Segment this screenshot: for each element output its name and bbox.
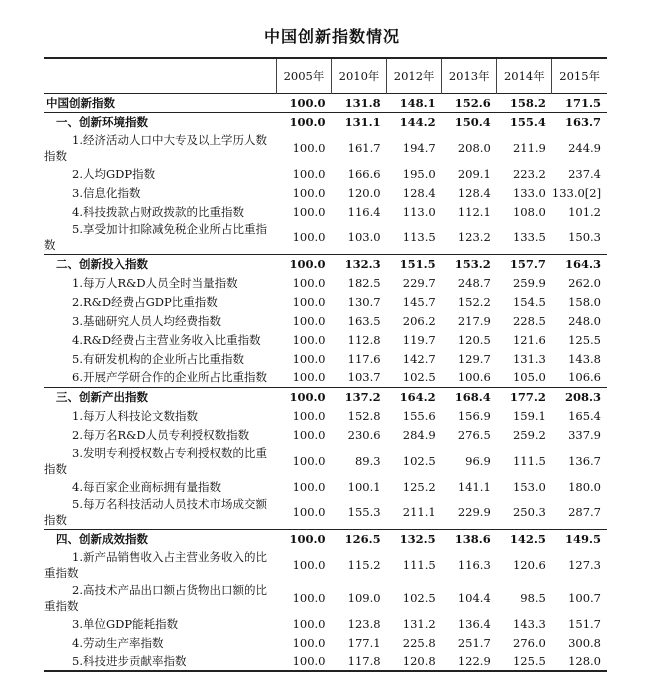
row-label: 四、创新成效指数 (44, 529, 276, 548)
value-cell: 104.4 (457, 590, 491, 605)
value-cell: 113.5 (402, 230, 436, 245)
value-cell: 100.0 (292, 616, 326, 631)
value-cell: 120.0 (347, 185, 381, 200)
value-cell: 102.5 (402, 370, 436, 385)
value-cell: 161.7 (347, 140, 381, 155)
value-cell: 128.4 (402, 185, 436, 200)
value-cell: 164.3 (552, 254, 607, 273)
table-row (44, 614, 607, 633)
value-cell: 101.2 (568, 204, 601, 219)
row-label: 一、创新环境指数 (44, 112, 276, 131)
value-cell: 123.8 (347, 616, 381, 631)
category-row (44, 387, 607, 406)
value-cell: 115.2 (347, 557, 381, 572)
value-cell: 131.3 (512, 351, 546, 366)
value-cell: 100.0 (276, 112, 331, 131)
header-blank (44, 58, 276, 93)
value-cell: 154.5 (512, 294, 546, 309)
value-cell: 248.7 (457, 275, 491, 290)
value-cell: 225.8 (402, 635, 436, 650)
header-year: 2005年 (276, 58, 331, 93)
value-cell: 152.8 (347, 408, 381, 423)
header-year: 2012年 (387, 58, 442, 93)
category-row (44, 529, 607, 548)
value-cell: 117.6 (347, 351, 381, 366)
value-cell: 131.2 (402, 616, 436, 631)
value-cell: 111.5 (512, 453, 546, 468)
header-year: 2010年 (332, 58, 387, 93)
value-cell: 150.3 (568, 230, 601, 245)
table-row (44, 131, 607, 164)
value-cell: 163.5 (347, 313, 381, 328)
value-cell: 117.8 (332, 652, 387, 671)
value-cell: 151.5 (387, 254, 442, 273)
header-year: 2015年 (552, 58, 607, 93)
value-cell: 195.0 (402, 166, 436, 181)
value-cell: 145.7 (402, 294, 436, 309)
value-cell: 100.0 (276, 254, 331, 273)
value-cell: 100.0 (292, 370, 326, 385)
value-cell: 206.2 (402, 313, 436, 328)
value-cell: 142.7 (402, 351, 436, 366)
value-cell: 120.8 (387, 652, 442, 671)
header-year: 2014年 (497, 58, 552, 93)
value-cell: 100.0 (292, 313, 326, 328)
value-cell: 177.2 (497, 387, 552, 406)
value-cell: 141.1 (457, 479, 491, 494)
value-cell: 180.0 (568, 479, 601, 494)
value-cell: 100.0 (292, 230, 326, 245)
value-cell: 100.0 (292, 479, 326, 494)
value-cell: 137.2 (332, 387, 387, 406)
value-cell: 158.2 (509, 95, 546, 110)
value-cell: 284.9 (402, 427, 436, 442)
value-cell: 100.1 (347, 479, 381, 494)
value-cell: 96.9 (465, 453, 491, 468)
row-label: 三、创新产出指数 (44, 387, 276, 406)
table-row (44, 368, 607, 387)
value-cell: 143.8 (568, 351, 601, 366)
table-row (44, 406, 607, 425)
row-label: 1.每万人科技论文数指数 (72, 408, 198, 423)
value-cell: 155.6 (402, 408, 436, 423)
value-cell: 102.5 (402, 590, 436, 605)
value-cell: 100.0 (292, 427, 326, 442)
value-cell: 132.3 (332, 254, 387, 273)
value-cell: 158.0 (568, 294, 601, 309)
value-cell: 337.9 (568, 427, 601, 442)
value-cell: 100.0 (292, 351, 326, 366)
value-cell: 209.1 (457, 166, 491, 181)
row-label: 1.经济活动人口中大专及以上学历人数指数 (44, 132, 267, 163)
value-cell: 144.2 (387, 112, 442, 131)
value-cell: 100.0 (292, 505, 326, 520)
row-label: 3.发明专利授权数占专利授权数的比重指数 (44, 445, 267, 476)
row-label: 3.基础研究人员人均经费指数 (72, 313, 221, 328)
total-index-row (44, 93, 607, 112)
value-cell: 136.4 (457, 616, 491, 631)
value-cell: 102.5 (402, 453, 436, 468)
value-cell: 125.2 (402, 479, 436, 494)
row-label: 中国创新指数 (46, 95, 115, 110)
value-cell: 100.0 (292, 408, 326, 423)
value-cell: 131.8 (344, 95, 381, 110)
value-cell: 130.7 (347, 294, 381, 309)
row-label: 5.有研发机构的企业所占比重指数 (72, 351, 244, 366)
value-cell: 100.0 (292, 332, 326, 347)
row-label: 2.人均GDP指数 (72, 166, 156, 181)
value-cell: 100.6 (457, 370, 491, 385)
value-cell: 152.2 (457, 294, 491, 309)
value-cell: 100.7 (568, 590, 601, 605)
category-row (44, 254, 607, 273)
value-cell: 208.0 (457, 140, 491, 155)
value-cell: 182.5 (347, 275, 381, 290)
value-cell: 228.5 (512, 313, 546, 328)
value-cell: 168.4 (442, 387, 497, 406)
table-row (44, 425, 607, 444)
row-label: 2.每万名R&D人员专利授权数指数 (72, 427, 250, 442)
row-label: 3.信息化指数 (72, 185, 141, 200)
table-row (44, 330, 607, 349)
row-label: 1.新产品销售收入占主营业务收入的比重指数 (44, 549, 267, 580)
value-cell: 276.0 (512, 635, 546, 650)
value-cell: 153.0 (512, 479, 546, 494)
value-cell: 100.0 (292, 166, 326, 181)
value-cell: 126.5 (332, 529, 387, 548)
value-cell: 89.3 (354, 453, 381, 468)
value-cell: 100.0 (292, 204, 326, 219)
row-label: 1.每万人R&D人员全时当量指数 (72, 275, 238, 290)
table-row (44, 633, 607, 652)
value-cell: 157.7 (497, 254, 552, 273)
value-cell: 136.7 (568, 453, 601, 468)
value-cell: 100.0 (292, 453, 326, 468)
value-cell: 223.2 (512, 166, 546, 181)
value-cell: 287.7 (568, 505, 601, 520)
value-cell: 128.0 (552, 652, 607, 671)
table-row (44, 496, 607, 529)
value-cell: 156.9 (457, 408, 491, 423)
value-cell: 131.1 (332, 112, 387, 131)
row-label: 4.科技拨款占财政拨款的比重指数 (72, 204, 244, 219)
value-cell: 230.6 (347, 427, 381, 442)
value-cell: 113.0 (402, 204, 436, 219)
value-cell: 163.7 (552, 112, 607, 131)
value-cell: 106.6 (568, 370, 601, 385)
header-row (44, 58, 607, 93)
value-cell: 153.2 (442, 254, 497, 273)
value-cell: 109.0 (347, 590, 381, 605)
table-row (44, 202, 607, 221)
value-cell: 149.5 (552, 529, 607, 548)
value-cell: 251.7 (457, 635, 491, 650)
table-row (44, 164, 607, 183)
value-cell: 159.1 (512, 408, 546, 423)
value-cell: 98.5 (520, 590, 546, 605)
row-label: 6.开展产学研合作的企业所占比重指数 (72, 370, 267, 385)
value-cell: 100.0 (289, 95, 326, 110)
value-cell: 127.3 (568, 557, 601, 572)
value-cell: 150.4 (442, 112, 497, 131)
value-cell: 111.5 (402, 557, 436, 572)
table-row (44, 183, 607, 202)
value-cell: 259.9 (512, 275, 546, 290)
row-label: 5.科技进步贡献率指数 (44, 652, 276, 671)
value-cell: 142.5 (497, 529, 552, 548)
value-cell: 100.0 (292, 294, 326, 309)
value-cell: 300.8 (568, 635, 601, 650)
row-label: 5.享受加计扣除减免税企业所占比重指数 (44, 222, 267, 253)
value-cell: 143.3 (512, 616, 546, 631)
value-cell: 116.4 (347, 204, 381, 219)
value-cell: 229.9 (457, 505, 491, 520)
value-cell: 121.6 (512, 332, 546, 347)
value-cell: 148.1 (399, 95, 436, 110)
value-cell: 244.9 (568, 140, 601, 155)
value-cell: 112.1 (457, 204, 491, 219)
value-cell: 194.7 (402, 140, 436, 155)
value-cell: 100.0 (292, 185, 326, 200)
value-cell: 165.4 (568, 408, 601, 423)
table-row (44, 311, 607, 330)
value-cell: 133.0[2] (551, 185, 602, 200)
value-cell: 105.0 (512, 370, 546, 385)
value-cell: 120.6 (512, 557, 546, 572)
value-cell: 177.1 (347, 635, 381, 650)
table-row (44, 273, 607, 292)
table-row (44, 548, 607, 581)
value-cell: 103.0 (347, 230, 381, 245)
value-cell: 133.5 (512, 230, 546, 245)
value-cell: 100.0 (292, 140, 326, 155)
value-cell: 211.1 (402, 505, 436, 520)
row-label: 2.R&D经费占GDP比重指数 (72, 294, 218, 309)
value-cell: 217.9 (457, 313, 491, 328)
value-cell: 133.0 (512, 185, 546, 200)
value-cell: 100.0 (292, 557, 326, 572)
category-row (44, 112, 607, 131)
table-row (44, 292, 607, 311)
value-cell: 208.3 (552, 387, 607, 406)
value-cell: 123.2 (457, 230, 491, 245)
value-cell: 112.8 (347, 332, 381, 347)
table-row (44, 477, 607, 496)
table-row (44, 349, 607, 368)
value-cell: 248.0 (568, 313, 601, 328)
value-cell: 166.6 (347, 166, 381, 181)
value-cell: 164.2 (387, 387, 442, 406)
value-cell: 119.7 (402, 332, 436, 347)
value-cell: 100.0 (276, 652, 331, 671)
value-cell: 128.4 (457, 185, 491, 200)
row-label: 4.劳动生产率指数 (72, 635, 164, 650)
value-cell: 129.7 (457, 351, 491, 366)
value-cell: 262.0 (568, 275, 601, 290)
value-cell: 125.5 (497, 652, 552, 671)
value-cell: 100.0 (276, 529, 331, 548)
table-title: 中国创新指数情况 (263, 27, 400, 46)
value-cell: 116.3 (457, 557, 491, 572)
value-cell: 250.3 (512, 505, 546, 520)
value-cell: 155.4 (497, 112, 552, 131)
row-label: 2.高技术产品出口额占货物出口额的比重指数 (44, 582, 267, 613)
value-cell: 100.0 (292, 275, 326, 290)
table-row (44, 652, 607, 671)
value-cell: 125.5 (568, 332, 601, 347)
row-label: 5.每万名科技活动人员技术市场成交额指数 (44, 497, 267, 528)
row-label: 二、创新投入指数 (44, 254, 276, 273)
value-cell: 276.5 (457, 427, 491, 442)
value-cell: 259.2 (512, 427, 546, 442)
value-cell: 152.6 (454, 95, 491, 110)
value-cell: 237.4 (568, 166, 601, 181)
row-label: 3.单位GDP能耗指数 (72, 616, 179, 631)
value-cell: 100.0 (292, 590, 326, 605)
value-cell: 211.9 (512, 140, 546, 155)
value-cell: 120.5 (457, 332, 491, 347)
value-cell: 103.7 (347, 370, 381, 385)
value-cell: 132.5 (387, 529, 442, 548)
value-cell: 108.0 (512, 204, 546, 219)
value-cell: 122.9 (442, 652, 497, 671)
value-cell: 155.3 (347, 505, 381, 520)
table-row (44, 221, 607, 254)
value-cell: 229.7 (402, 275, 436, 290)
value-cell: 138.6 (442, 529, 497, 548)
header-year: 2013年 (442, 58, 497, 93)
table-row (44, 444, 607, 477)
value-cell: 171.5 (564, 95, 601, 110)
value-cell: 151.7 (568, 616, 601, 631)
value-cell: 100.0 (276, 387, 331, 406)
row-label: 4.每百家企业商标拥有量指数 (72, 479, 221, 494)
innovation-index-table (44, 57, 607, 672)
row-label: 4.R&D经费占主营业务收入比重指数 (72, 332, 261, 347)
value-cell: 100.0 (292, 635, 326, 650)
table-row (44, 581, 607, 614)
